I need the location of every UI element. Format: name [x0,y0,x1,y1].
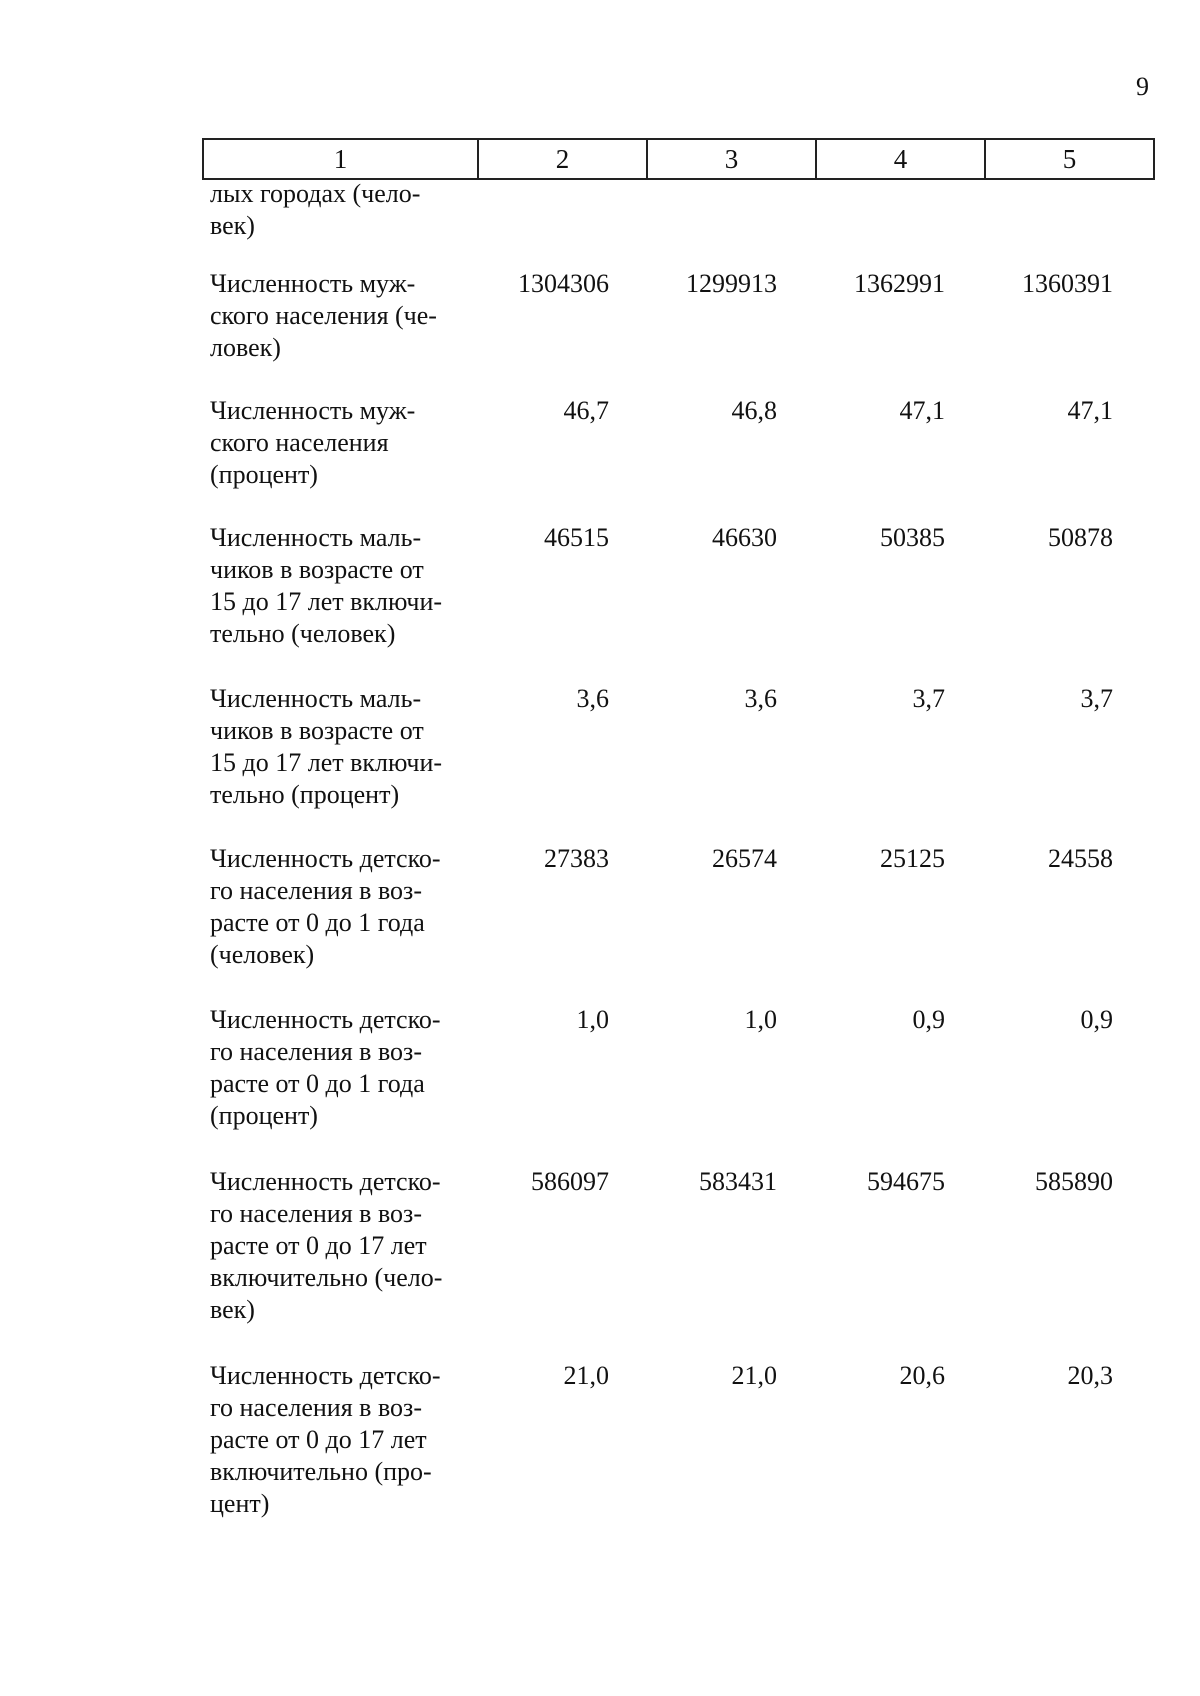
page-number: 9 [1136,72,1149,101]
row-value-col-3: 26574 [712,844,777,873]
row-value-col-2: 1304306 [518,269,609,298]
row-value-col-5: 0,9 [1080,1005,1113,1034]
row-value-col-2: 46,7 [563,396,609,425]
row-value-col-4: 20,6 [899,1361,945,1390]
row-label: Численность маль- чиков в возрасте от 15 до 17 лет включи- тельно (процент) [210,684,443,809]
row-value-col-3: 3,6 [744,684,777,713]
row-value-col-3: 46,8 [731,396,777,425]
table-row [202,1360,1131,1520]
table-body [202,178,1153,256]
column-header-table [202,138,1155,180]
row-label: Численность детско- го населения в воз- расте от 0 до 17 лет включительно (про- цент) [210,1361,441,1518]
row-value-col-2: 27383 [544,844,609,873]
row-value-col-4: 47,1 [899,396,945,425]
row-value-col-5: 50878 [1048,523,1113,552]
row-label: Численность муж- ского населения (процент) [210,396,416,489]
row-label: Численность муж- ского населения (че- ловек) [210,269,437,362]
table-row [202,843,1131,971]
row-value-col-2: 1,0 [576,1005,609,1034]
row-value-col-5: 24558 [1048,844,1113,873]
row-label: Численность детско- го населения в воз- расте от 0 до 17 лет включительно (чело- век) [210,1167,443,1324]
column-header-3: 3 [647,139,816,179]
row-value-col-3: 46630 [712,523,777,552]
column-header-row [203,139,1154,179]
row-value-col-4: 0,9 [912,1005,945,1034]
column-header-5: 5 [985,139,1154,179]
row-value-col-3: 1299913 [686,269,777,298]
row-value-col-2: 21,0 [563,1361,609,1390]
table-row [202,683,1131,811]
row-value-col-4: 3,7 [912,684,945,713]
row-value-col-3: 1,0 [744,1005,777,1034]
row-label: Численность маль- чиков в возрасте от 15 до 17 лет включи- тельно (человек) [210,523,443,648]
row-value-col-2: 586097 [531,1167,609,1196]
row-value-col-3: 583431 [699,1167,777,1196]
table-row [202,268,1131,364]
row-value-col-4: 594675 [867,1167,945,1196]
row-value-col-5: 585890 [1035,1167,1113,1196]
table-row-continued [202,178,1153,256]
row-value-col-2: 46515 [544,523,609,552]
row-value-col-5: 47,1 [1067,396,1113,425]
row-value-col-2: 3,6 [576,684,609,713]
table-row [202,522,1131,650]
table-row [202,395,1131,491]
row-value-col-5: 20,3 [1067,1361,1113,1390]
row-value-col-4: 50385 [880,523,945,552]
row-value-col-4: 1362991 [854,269,945,298]
column-header-1: 1 [203,139,478,179]
table-row [202,1166,1131,1326]
row-value-col-4: 25125 [880,844,945,873]
row-value-col-5: 1360391 [1022,269,1113,298]
row-value-col-5: 3,7 [1080,684,1113,713]
row-label: Численность детско- го населения в воз- расте от 0 до 1 года (процент) [210,1005,441,1130]
column-header-4: 4 [816,139,985,179]
row-value-col-3: 21,0 [731,1361,777,1390]
table-row [202,1004,1131,1132]
column-header-2: 2 [478,139,647,179]
row-label: Численность детско- го населения в воз- расте от 0 до 1 года (человек) [210,844,441,969]
row-label-continued: лых городах (чело- век) [210,179,421,240]
